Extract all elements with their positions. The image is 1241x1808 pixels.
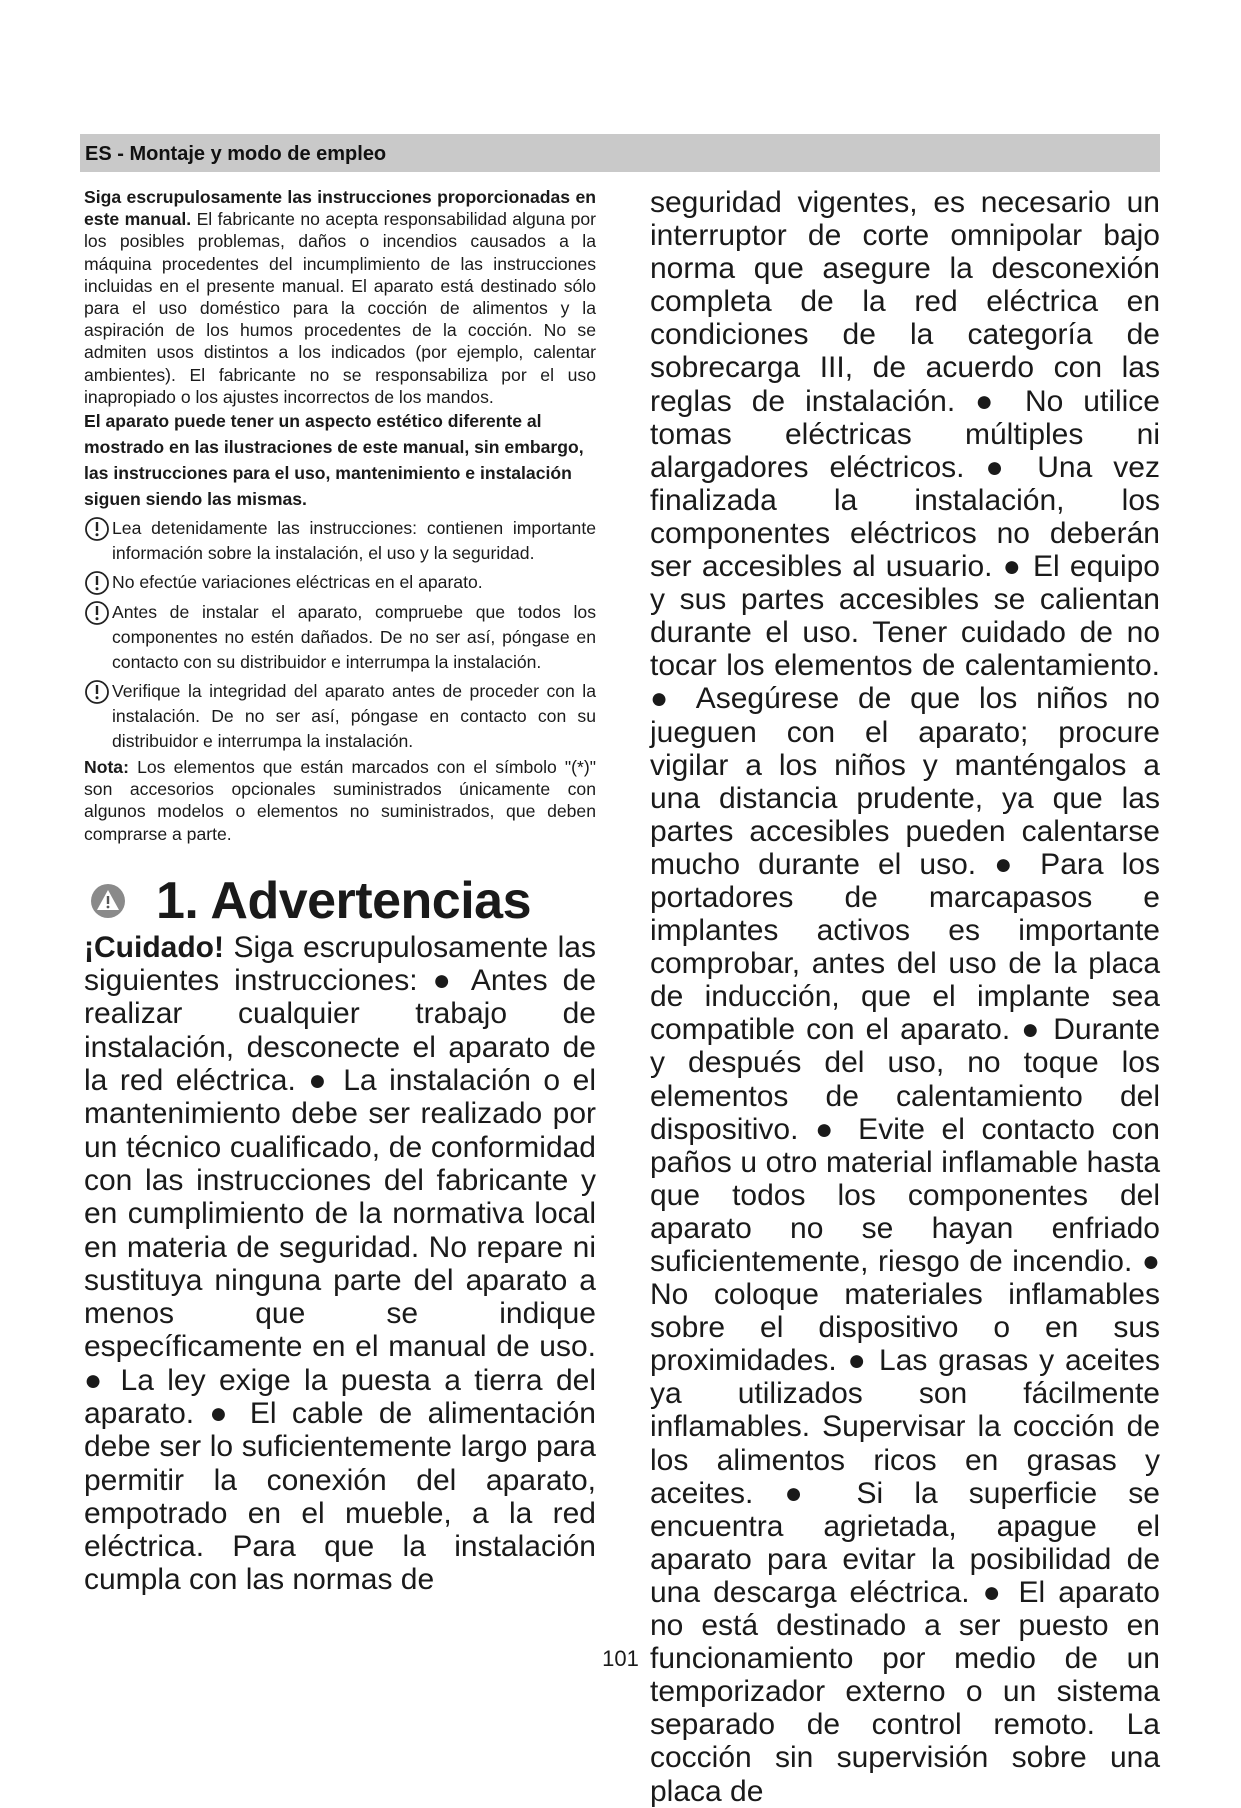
section-heading	[84, 871, 596, 931]
page-number: 101	[602, 1646, 639, 1671]
warning-item	[84, 570, 596, 596]
right-column	[650, 186, 1160, 1808]
warning-text: Lea detenidamente las instrucciones: contienen importante información sobre la instalación, el uso y la seguridad.	[112, 518, 596, 564]
warning-text: No efectúe variaciones eléctricas en el aparato.	[112, 572, 483, 593]
note-text: Los elementos que están marcados con el símbolo "(*)" son accesorios opcionales suministrados únicamente con algunos modelos o elementos no suministrados, que deben comprarse a parte.	[84, 757, 596, 844]
section-title: 1. Advertencias	[156, 871, 531, 930]
caution-icon	[84, 516, 112, 542]
warning-item	[84, 679, 596, 754]
warnings-body-right: seguridad vigentes, es necesario un interruptor de corte omnipolar bajo norma que asegure la desconexión completa de la red eléctrica en condiciones de la categoría de sobrecarga III, de acuerdo con las reglas de instalación. ● No utilice tomas eléctricas múltiples ni alargadores eléctricos. ● Una vez finalizada la instalación, los componentes eléctricos no deberán ser accesibles al usuario. ● El equipo y sus partes accesibles se calientan durante el uso. Tener cuidado de no tocar los elementos de calentamiento. ● Asegúrese de que los niños no jueguen con el aparato; procure vigilar a los niños y manténgalos a una distancia prudente, ya que las partes accesibles pueden calentarse mucho durante el uso. ● Para los portadores de marcapasos e implantes activos es importante comprobar, antes del uso de la placa de inducción, que el implante sea compatible con el aparato. ● Durante y después del uso, no toque los elementos de calentamiento del dispositivo. ● Evite el contacto con paños u otro material inflamable hasta que todos los componentes del aparato no se hayan enfriado suficientemente, riesgo de incendio. ● No coloque materiales inflamables sobre el dispositivo o en sus proximidades. ● Las grasas y aceites ya utilizados son fácilmente inflamables. Supervisar la cocción de los alimentos ricos en grasas y aceites. ● Si la superficie se encuentra agrietada, apague el aparato para evitar la posibilidad de una descarga eléctrica. ● El aparato no está destinado a ser puesto en funcionamiento por medio de un temporizador externo o un sistema separado de control remoto. La cocción sin supervisión sobre una placa de	[650, 186, 1160, 1808]
intro-paragraph	[84, 186, 596, 408]
warning-item	[84, 516, 596, 566]
note-paragraph	[84, 756, 596, 845]
intro-bold-lead: Siga escrupulosamente las instrucciones proporcionadas en este manual.	[84, 187, 596, 230]
warning-triangle-icon	[90, 883, 126, 919]
note-label: Nota:	[84, 757, 129, 778]
warnings-text-left: Siga escrupulosamente las siguientes instrucciones: ● Antes de realizar cualquier trabajo de instalación, desconecte el aparato de la red eléctrica. ● La instalación o el mantenimiento debe ser realizado por un técnico cualificado, de conformidad con las instrucciones del fabricante y en cumplimiento de la normativa local en materia de seguridad. No repare ni sustituya ninguna parte del aparato a menos que se indique específicamente en el manual de uso. ● La ley exige la puesta a tierra del aparato. ● El cable de alimentación debe ser lo suficientemente largo para permitir la conexión del aparato, empotrado en el mueble, a la red eléctrica. Para que la instalación cumpla con las normas de	[84, 930, 596, 1597]
caution-icon	[84, 570, 112, 596]
caution-icon	[84, 600, 112, 626]
caution-label: ¡Cuidado!	[84, 930, 224, 964]
warnings-body-left	[84, 931, 596, 1597]
appearance-notice: El aparato puede tener un aspecto estético diferente al mostrado en las ilustraciones de este manual, sin embargo, las instrucciones para el uso, mantenimiento e instalación siguen siendo las mismas.	[84, 411, 584, 510]
section-header-bar	[80, 134, 1160, 172]
warning-text: Antes de instalar el aparato, compruebe que todos los componentes no estén dañados. De no ser así, póngase en contacto con su distribuidor e interrumpa la instalación.	[112, 602, 596, 673]
left-column	[84, 186, 596, 1597]
caution-icon	[84, 679, 112, 705]
header-title: ES - Montaje y modo de empleo	[85, 143, 387, 165]
warning-text: Verifique la integridad del aparato antes de proceder con la instalación. De no ser así, póngase en contacto con su distribuidor e interrumpa la instalación.	[112, 681, 596, 752]
warning-item	[84, 600, 596, 675]
intro-text: El fabricante no acepta responsabilidad alguna por los posibles problemas, daños o incendios causados a la máquina procedentes del incumplimiento de las instrucciones incluidas en el presente manual. El aparato está destinado sólo para el uso doméstico para la cocción de alimentos y la aspiración de los humos procedentes de la cocción. No se admiten usos distintos a los indicados (por ejemplo, calentar ambientes). El fabricante no se responsabiliza por el uso inapropiado o los ajustes incorrectos de los mandos.	[84, 209, 596, 407]
